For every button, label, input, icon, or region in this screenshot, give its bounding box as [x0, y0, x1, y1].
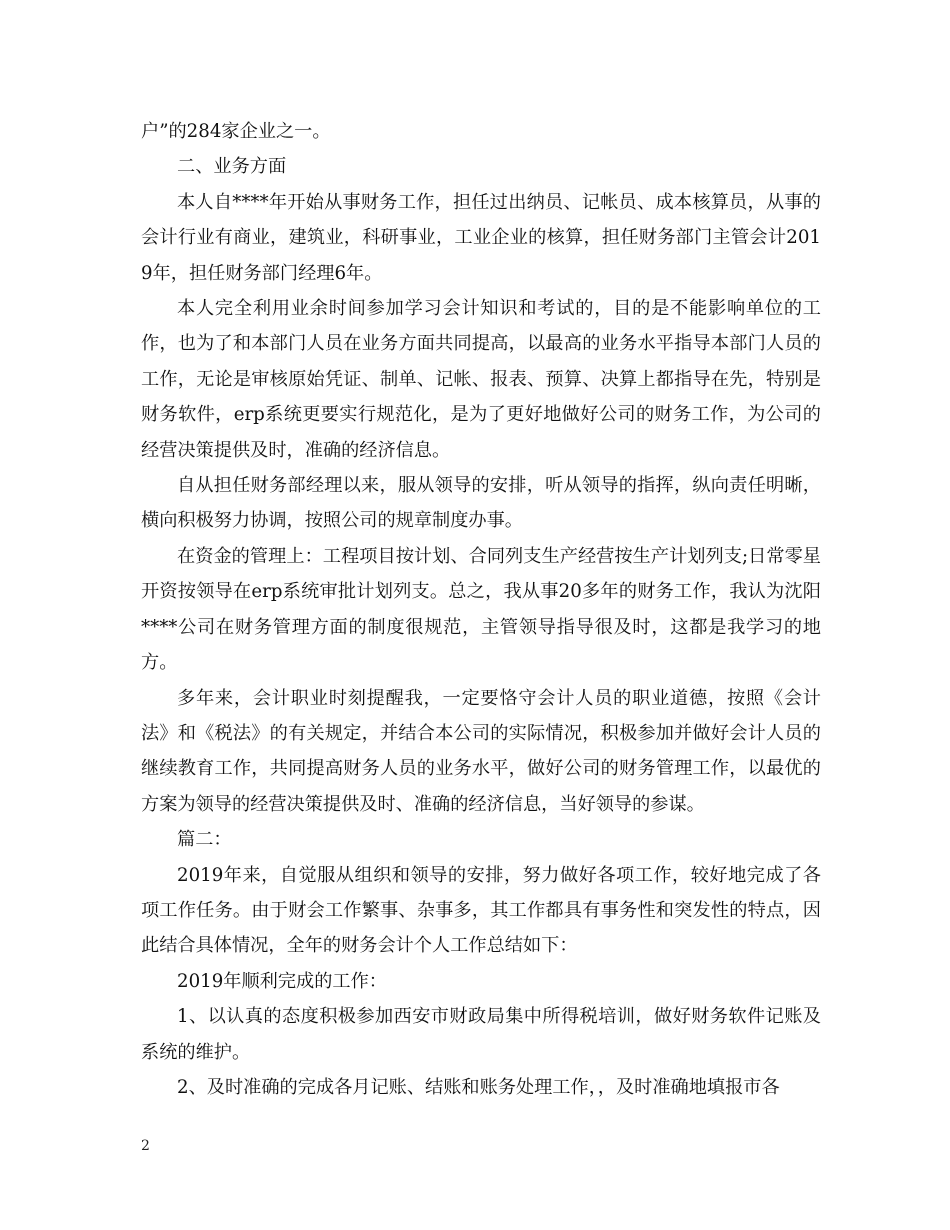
paragraph-continuation: 户”的284家企业之一。	[141, 121, 331, 142]
list-item-1: 1、以认真的态度积极参加西安市财政局集中所得税培训，做好财务软件记账及系统的维护。	[141, 1006, 821, 1063]
section-heading-business: 二、业务方面	[177, 156, 287, 178]
paragraph-professional-ethics: 多年来，会计职业时刻提醒我，一定要恪守会计人员的职业道德，按照《会计法》和《税法》的有关规定，并结合本公司的实际情况，积极参加并做好会计人员的继续教育工作，共同提高财务人员的业务水平，做好公司的财务管理工作，以最优的方案为领导的经营决策提供及时、准确的经济信息，当好领导的参谋。	[141, 687, 821, 815]
list-item-2: 2、及时准确的完成各月记账、结账和账务处理工作，，及时准确地填报市各	[177, 1076, 780, 1098]
paragraph-work-history: 本人自****年开始从事财务工作，担任过出纳员、记帐员、成本核算员，从事的会计行业有商业，建筑业，科研事业，工业企业的核算，担任财务部门主管会计2019年，担任财务部门经理6年。	[141, 191, 821, 284]
page-number: 2	[141, 1138, 150, 1154]
document-body	[141, 114, 821, 1105]
paragraph-study-and-guidance: 本人完全利用业余时间参加学习会计知识和考试的，目的是不能影响单位的工作，也为了和本部门人员在业务方面共同提高，以最高的业务水平指导本部门人员的工作，无论是审核原始凭证、制单、记帐、报表、预算、决算上都指导在先，特别是财务软件，erp系统更要实行规范化，是为了更好地做好公司的财务工作，为公司的经营决策提供及时，准确的经济信息。	[141, 298, 821, 461]
paragraph-manager-duties: 自从担任财务部经理以来，服从领导的安排，听从领导的指挥，纵向责任明晰，横向积极努力协调，按照公司的规章制度办事。	[141, 475, 821, 532]
paragraph-fund-management: 在资金的管理上：工程项目按计划、合同列支生产经营按生产计划列支;日常零星开资按领导在erp系统审批计划列支。总之，我从事20多年的财务工作，我认为沈阳****公司在财务管理方面的制度很规范，主管领导指导很及时，这都是我学习的地方。	[141, 545, 821, 674]
paragraph-completed-work-heading: 2019年顺利完成的工作：	[177, 970, 387, 992]
section-heading-part-two: 篇二：	[177, 829, 232, 851]
paragraph-annual-summary-intro: 2019年来，自觉服从组织和领导的安排，努力做好各项工作，较好地完成了各项工作任务。由于财会工作繁事、杂事多，其工作都具有事务性和突发性的特点，因此结合具体情况，全年的财务会计个人工作总结如下：	[141, 864, 821, 957]
